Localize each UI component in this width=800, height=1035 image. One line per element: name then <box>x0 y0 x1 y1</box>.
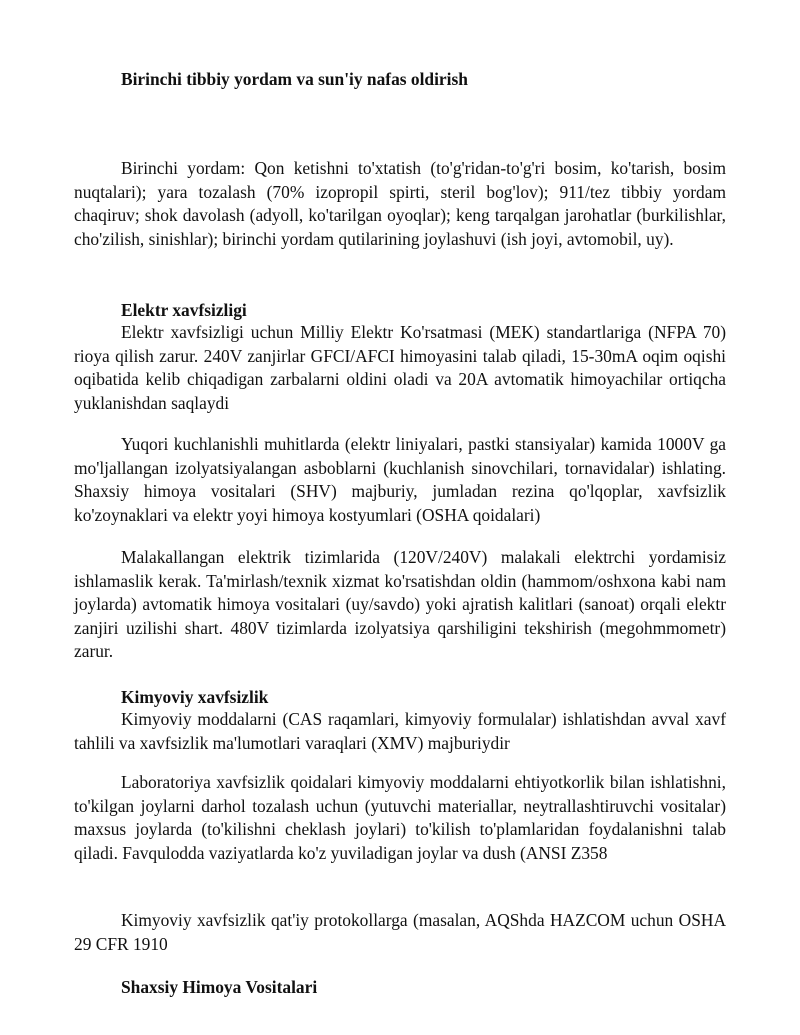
intro-paragraph: Birinchi yordam: Qon ketishni to'xtatish (to'g'ridan-to'g'ri bosim, ko'tarish, bosim nuqtalari); yara tozalash (70% izopropil spirti, steril bog'lov); 911/tez tibbiy yordam chaqiruv; shok davolash (adyoll, ko'tarilgan oyoqlar); keng tarqalgan jarohatlar (burkilishlar, cho'zilish, sinishlar); birinchi yordam qutilarining joylashuvi (ish joyi, avtomobil, uy). <box>74 158 726 249</box>
chemical-paragraph-1: Kimyoviy moddalarni (CAS raqamlari, kimyoviy formulalar) ishlatishdan avval xavf tahlili va xavfsizlik ma'lumotlari varaqlari (XMV) majburiydir <box>74 709 726 753</box>
electrical-paragraph-1: Elektr xavfsizligi uchun Milliy Elektr Ko'rsatmasi (MEK) standartlariga (NFPA 70) rioya qilish zarur. 240V zanjirlar GFCI/AFCI himoyasini talab qiladi, 15-30mA oqim oqishi oqibatida kelib chiqadigan zarbalarni oldini oladi va 20A avtomatik himoyachilar ortiqcha yuklanishdan saqlaydi <box>74 322 726 413</box>
chemical-paragraph-3: Kimyoviy xavfsizlik qat'iy protokollarga (masalan, AQShda HAZCOM uchun OSHA 29 CFR 1910 <box>74 910 726 954</box>
section-heading-ppe: Shaxsiy Himoya Vositalari <box>121 977 318 997</box>
electrical-paragraph-3: Malakallangan elektrik tizimlarida (120V/240V) malakali elektrchi yordamisiz ishlamaslik kerak. Ta'mirlash/texnik xizmat ko'rsatishdan oldin (hammom/oshxona kabi nam joylarda) avtomatik himoya vositalari (uy/savdo) yoki ajratish kalitlari (sanoat) orqali elektr zanjiri uzilishi shart. 480V tizimlarda izolyatsiya qarshiligini tekshirish (megohmmometr) zarur. <box>74 547 726 662</box>
electrical-paragraph-2: Yuqori kuchlanishli muhitlarda (elektr liniyalari, pastki stansiyalar) kamida 1000V ga mo'ljallangan izolyatsiyalangan asboblarni (kuchlanish sinovchilari, tornavidalar) ishlating. Shaxsiy himoya vositalari (SHV) majburiy, jumladan rezina qo'lqoplar, xavfsizlik ko'zoynaklari va elektr yoyi himoya kostyumlari (OSHA qoidalari) <box>74 434 726 525</box>
document-title: Birinchi tibbiy yordam va sun'iy nafas oldirish <box>121 69 468 89</box>
section-heading-chemical: Kimyoviy xavfsizlik <box>121 687 269 707</box>
chemical-paragraph-2: Laboratoriya xavfsizlik qoidalari kimyoviy moddalarni ehtiyotkorlik bilan ishlatishni, to'kilgan joylarni darhol tozalash uchun (yutuvchi materiallar, neytrallashtiruvchi vositalar) maxsus joylarda (to'kilishni cheklash joylari) to'kilish to'plamlaridan foydalanishni talab qiladi. Favqulodda vaziyatlarda ko'z yuviladigan joylar va dush (ANSI Z358 <box>74 772 726 863</box>
section-heading-electrical: Elektr xavfsizligi <box>121 300 247 320</box>
